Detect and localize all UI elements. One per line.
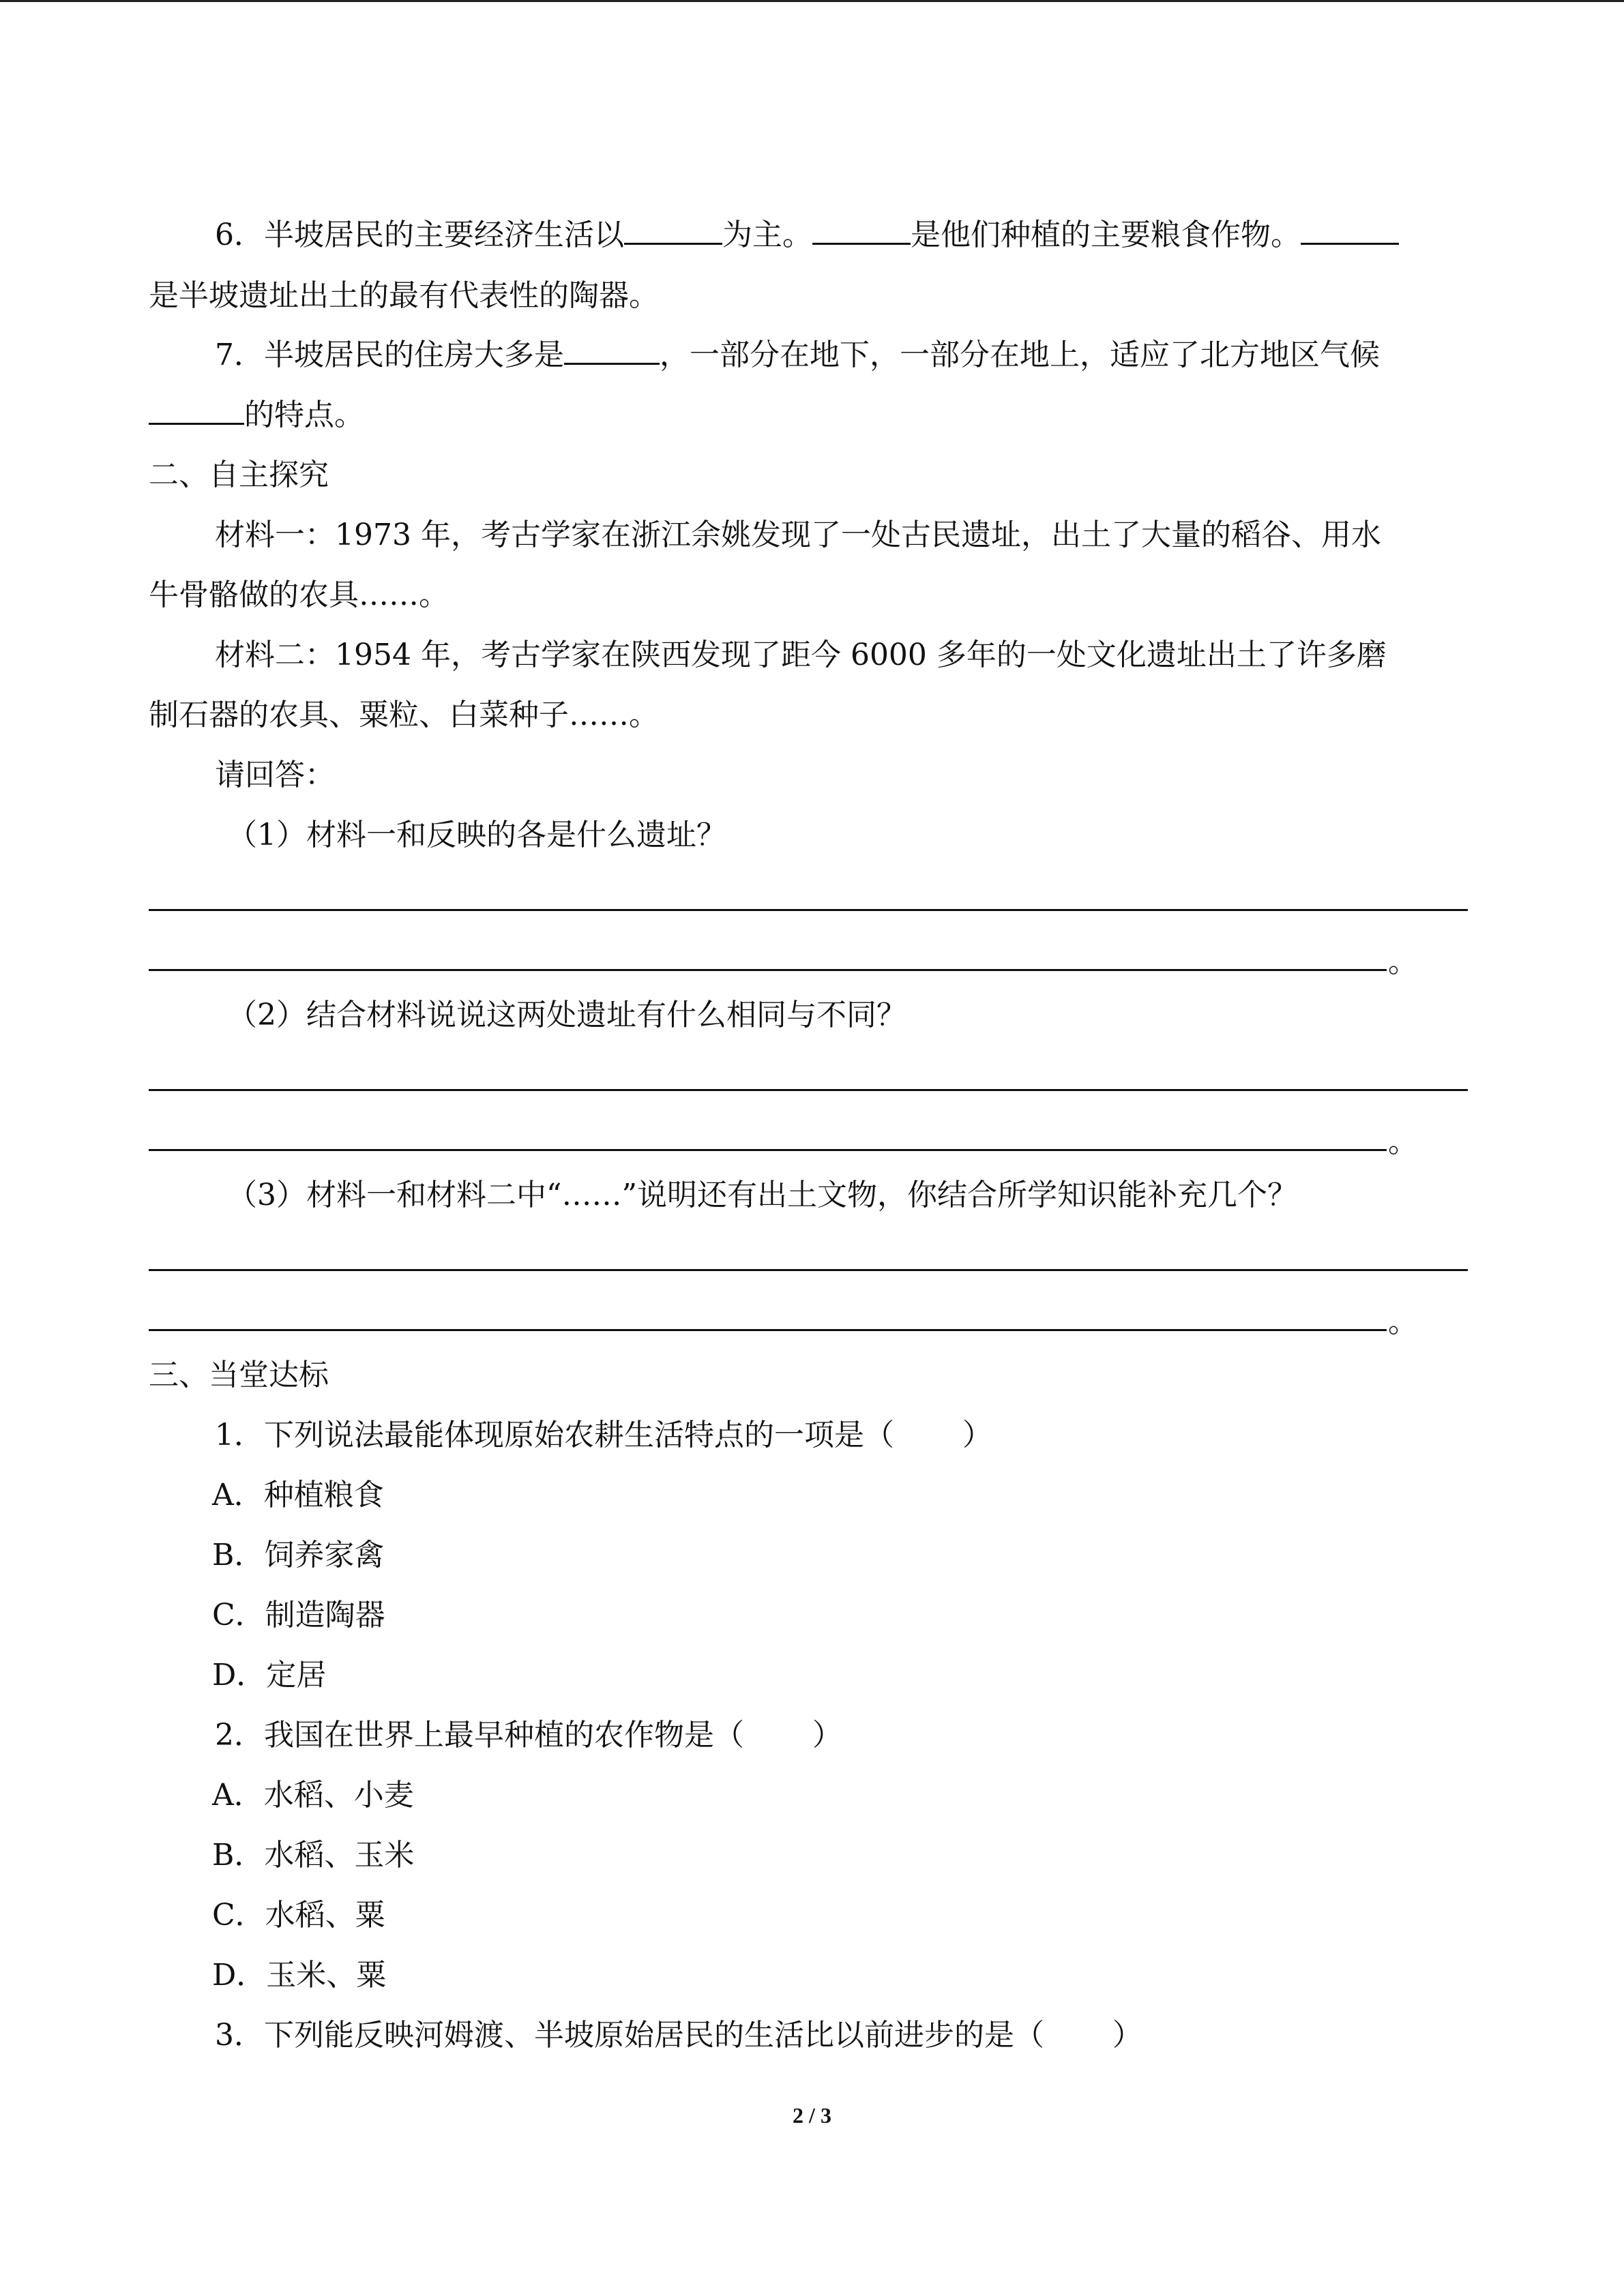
sub-question-3: （3）材料一和材料二中“……”说明还有出土文物，你结合所学知识能补充几个？ xyxy=(227,1178,1297,1212)
question-7-line1 xyxy=(215,335,1380,376)
mc-question-3 xyxy=(215,2015,1142,2056)
section-2-title: 二、自主探究 xyxy=(149,458,329,492)
question-6-line2 xyxy=(149,275,659,316)
section-3-title: 三、当堂达标 xyxy=(149,1358,329,1392)
sub-question-1: （1）材料一和反映的各是什么遗址？ xyxy=(227,818,726,852)
option-a[interactable]: A．水稻、小麦 xyxy=(212,1778,414,1813)
answer-line[interactable] xyxy=(149,1329,1387,1331)
option-d[interactable]: D．玉米、粟 xyxy=(212,1958,387,1993)
close-paren: ） xyxy=(812,1718,842,1753)
answer-line[interactable] xyxy=(149,1089,1468,1091)
question-6-line1 xyxy=(215,215,1399,256)
option-a[interactable]: A．种植粮食 xyxy=(212,1478,384,1512)
q6-text-c: 是他们种植的主要粮食作物。 xyxy=(911,218,1301,252)
blank xyxy=(812,218,911,245)
q6-text-d: 是半坡遗址出土的最有代表性的陶器。 xyxy=(149,278,659,313)
blank xyxy=(624,218,722,245)
mc-question-1 xyxy=(215,1415,992,1456)
top-border xyxy=(0,0,1624,2)
material-1-line1: 材料一：1973 年，考古学家在浙江余姚发现了一处古民遗址，出土了大量的稻谷、用水 xyxy=(215,518,1381,552)
material-1-line2: 牛骨骼做的农具……。 xyxy=(149,578,449,612)
mc-question-1-text: 1．下列说法最能体现原始农耕生活特点的一项是（ xyxy=(215,1418,894,1452)
option-d[interactable]: D．定居 xyxy=(212,1658,327,1693)
answer-prompt: 请回答： xyxy=(215,758,335,792)
material-2-line1: 材料二：1954 年，考古学家在陕西发现了距今 6000 多年的一处文化遗址出土了许多磨 xyxy=(215,638,1387,672)
blank xyxy=(1301,218,1399,245)
period: 。 xyxy=(1388,1304,1418,1339)
q6-text-b: 为主。 xyxy=(722,218,812,252)
answer-line[interactable] xyxy=(149,1149,1387,1151)
blank xyxy=(564,338,660,365)
question-7-line2 xyxy=(149,395,364,436)
sub-question-2: （2）结合材料说说这两处遗址有什么相同与不同？ xyxy=(227,998,906,1032)
page-number: 2 / 3 xyxy=(793,2103,831,2128)
q7-text-b: ，一部分在地下，一部分在地上，适应了北方地区气候 xyxy=(660,338,1380,372)
mc-question-2-text: 2．我国在世界上最早种植的农作物是（ xyxy=(215,1718,744,1753)
mc-question-2 xyxy=(215,1715,842,1756)
q7-text-c: 的特点。 xyxy=(244,398,364,432)
period: 。 xyxy=(1388,1124,1418,1159)
close-paren: ） xyxy=(1112,2018,1142,2053)
material-2-line2: 制石器的农具、粟粒、白菜种子……。 xyxy=(149,698,659,732)
option-b[interactable]: B．饲养家禽 xyxy=(212,1538,385,1572)
option-b[interactable]: B．水稻、玉米 xyxy=(212,1838,415,1873)
option-c[interactable]: C．制造陶器 xyxy=(212,1598,385,1632)
period: 。 xyxy=(1388,944,1418,979)
mc-question-3-text: 3．下列能反映河姆渡、半坡原始居民的生活比以前进步的是（ xyxy=(215,2018,1044,2053)
option-c[interactable]: C．水稻、粟 xyxy=(212,1898,385,1933)
answer-line[interactable] xyxy=(149,909,1468,911)
close-paren: ） xyxy=(962,1418,992,1452)
q7-text-a: 7．半坡居民的住房大多是 xyxy=(215,338,564,372)
blank xyxy=(149,398,244,425)
answer-line[interactable] xyxy=(149,1269,1468,1271)
answer-line[interactable] xyxy=(149,969,1387,971)
q6-text-a: 6．半坡居民的主要经济生活以 xyxy=(215,218,624,252)
